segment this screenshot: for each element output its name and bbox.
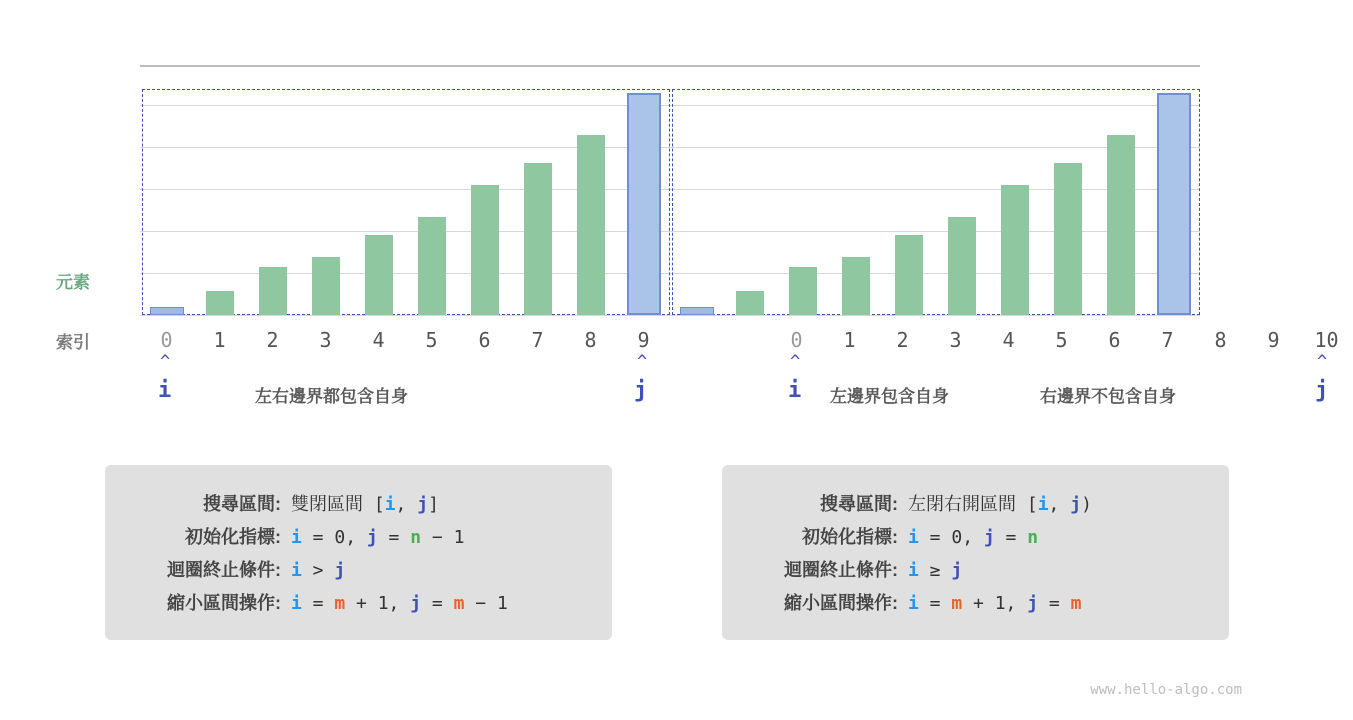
info-value [908, 527, 1038, 548]
bar-cell [1094, 135, 1147, 315]
info-value [291, 560, 345, 581]
info-row [748, 523, 1203, 549]
bar-4 [365, 235, 393, 315]
info-token-j: j [410, 593, 422, 614]
info-token-i: i [908, 593, 919, 614]
info-token-txt: , [395, 494, 418, 515]
watermark: www.hello-algo.com [1090, 682, 1242, 698]
info-token-m: m [1070, 593, 1082, 614]
info-token-n: n [1027, 527, 1039, 548]
info-token-i: i [1037, 494, 1049, 515]
index-label-5: 5 [1055, 328, 1068, 352]
info-value [291, 490, 439, 516]
bar-cell [1147, 93, 1200, 315]
info-token-i: i [291, 593, 302, 614]
bar-3 [312, 257, 340, 315]
info-token-i: i [908, 560, 919, 581]
info-token-txt: ] [428, 494, 439, 515]
index-label-8: 8 [1214, 328, 1227, 352]
info-token-j: j [1070, 494, 1082, 515]
index-label-0: 0 [790, 328, 803, 352]
bar-cell [1041, 163, 1094, 315]
info-value [291, 593, 508, 614]
bar-cell [193, 291, 246, 315]
index-label-6: 6 [1108, 328, 1121, 352]
pointer-i: i [788, 378, 802, 403]
info-token-txt: = 0, [918, 527, 984, 548]
info-token-m: m [453, 593, 465, 614]
index-label-2: 2 [266, 328, 279, 352]
index-label-10: 10 [1314, 328, 1339, 352]
gridline [670, 315, 1200, 316]
bar-5 [418, 217, 446, 315]
bar-cell [723, 291, 776, 315]
bar-3 [842, 257, 870, 315]
bar-cell [405, 217, 458, 315]
bar-cell [670, 307, 723, 315]
info-token-txt: − 1 [464, 593, 508, 614]
info-token-m: m [951, 593, 963, 614]
bar-1 [206, 291, 234, 315]
bar-cell [882, 235, 935, 315]
info-value [291, 527, 464, 548]
bar-0 [680, 307, 714, 315]
bar-8 [1107, 135, 1135, 315]
bar-4 [895, 235, 923, 315]
bar-cell [511, 163, 564, 315]
caret-i: ^ [160, 352, 171, 372]
info-token-txt: = [994, 527, 1028, 548]
row-label-element: 元素 [56, 273, 90, 292]
gridline [140, 315, 670, 316]
bar-cell [299, 257, 352, 315]
info-token-j: j [366, 527, 378, 548]
index-label-1: 1 [213, 328, 226, 352]
pointer-j: j [1315, 378, 1329, 403]
index-label-6: 6 [478, 328, 491, 352]
info-row [748, 589, 1203, 615]
bar-2 [789, 267, 817, 315]
info-token-i: i [908, 527, 919, 548]
note-center: 左右邊界都包含自身 [255, 387, 408, 406]
info-token-txt: > [301, 560, 335, 581]
index-label-4: 4 [1002, 328, 1015, 352]
chart-closed-interval [140, 65, 670, 315]
bar-cell [458, 185, 511, 315]
info-token-txt: 左閉右開區間 [ [908, 494, 1038, 515]
info-token-i: i [384, 494, 396, 515]
index-label-7: 7 [1161, 328, 1174, 352]
info-token-j: j [417, 494, 429, 515]
info-token-n: n [410, 527, 422, 548]
info-token-txt: = [421, 593, 454, 614]
info-token-j: j [983, 527, 995, 548]
info-token-txt: + 1, [345, 593, 411, 614]
top-rule [140, 65, 670, 67]
info-row [131, 490, 586, 516]
info-token-txt: = [301, 593, 335, 614]
info-token-i: i [291, 560, 302, 581]
info-value [908, 490, 1092, 516]
info-token-j: j [334, 560, 346, 581]
caret-j: ^ [637, 352, 648, 372]
bar-cell [988, 185, 1041, 315]
bar-7 [1054, 163, 1082, 315]
bar-cell [140, 307, 193, 315]
bar-8 [577, 135, 605, 315]
info-token-txt: = [918, 593, 952, 614]
bar-0 [150, 307, 184, 315]
info-label: 縮小區間操作: [167, 593, 281, 613]
info-value [908, 593, 1081, 614]
info-row [748, 490, 1203, 516]
index-label-9: 9 [1267, 328, 1280, 352]
index-label-0: 0 [160, 328, 173, 352]
info-label: 迴圈終止條件: [784, 560, 898, 580]
index-label-3: 3 [319, 328, 332, 352]
bar-7 [524, 163, 552, 315]
bar-2 [259, 267, 287, 315]
bar-cell [776, 267, 829, 315]
caret-j: ^ [1317, 352, 1328, 372]
bar-cell [352, 235, 405, 315]
info-row [131, 523, 586, 549]
bar-cell [246, 267, 299, 315]
info-label: 初始化指標: [185, 527, 281, 547]
info-token-txt: ) [1081, 494, 1092, 515]
pointer-i: i [158, 378, 172, 403]
info-token-txt: 雙閉區間 [ [291, 494, 385, 515]
info-label: 搜尋區間: [820, 494, 898, 514]
index-label-8: 8 [584, 328, 597, 352]
row-label-index: 索引 [56, 333, 90, 352]
info-value [908, 560, 962, 581]
info-token-txt: − 1 [421, 527, 465, 548]
info-token-txt: = [1038, 593, 1071, 614]
index-label-5: 5 [425, 328, 438, 352]
info-token-i: i [291, 527, 302, 548]
note-left: 左邊界包含自身 [830, 387, 949, 406]
panel-left-closed-right-open [640, 0, 1339, 430]
pointer-j: j [634, 378, 648, 403]
index-label-1: 1 [843, 328, 856, 352]
info-box-left-closed-right-open [722, 465, 1229, 640]
bar-6 [1001, 185, 1029, 315]
bar-cell [829, 257, 882, 315]
info-row [131, 556, 586, 582]
bar-5 [948, 217, 976, 315]
bar-6 [471, 185, 499, 315]
caret-i: ^ [790, 352, 801, 372]
info-token-txt: , [1048, 494, 1071, 515]
info-label: 縮小區間操作: [784, 593, 898, 613]
info-token-txt: = [377, 527, 411, 548]
bar-9-highlight [1157, 93, 1191, 315]
bar-1 [736, 291, 764, 315]
panel-closed-interval [40, 0, 650, 430]
info-token-txt: ≥ [918, 560, 952, 581]
bar-cell [935, 217, 988, 315]
info-box-closed-interval [105, 465, 612, 640]
index-row [140, 328, 670, 352]
info-token-j: j [1027, 593, 1039, 614]
info-token-j: j [951, 560, 963, 581]
top-rule [670, 65, 1200, 67]
note-right: 右邊界不包含自身 [1040, 387, 1176, 406]
info-token-m: m [334, 593, 346, 614]
info-token-txt: = 0, [301, 527, 367, 548]
index-label-4: 4 [372, 328, 385, 352]
info-token-txt: + 1, [962, 593, 1028, 614]
index-label-3: 3 [949, 328, 962, 352]
info-label: 初始化指標: [802, 527, 898, 547]
index-label-9: 9 [637, 328, 650, 352]
bar-cell [564, 135, 617, 315]
index-label-7: 7 [531, 328, 544, 352]
info-row [748, 556, 1203, 582]
info-label: 迴圈終止條件: [167, 560, 281, 580]
info-label: 搜尋區間: [203, 494, 281, 514]
chart-left-closed-right-open [670, 65, 1200, 315]
info-row [131, 589, 586, 615]
index-label-2: 2 [896, 328, 909, 352]
index-row [770, 328, 1353, 352]
